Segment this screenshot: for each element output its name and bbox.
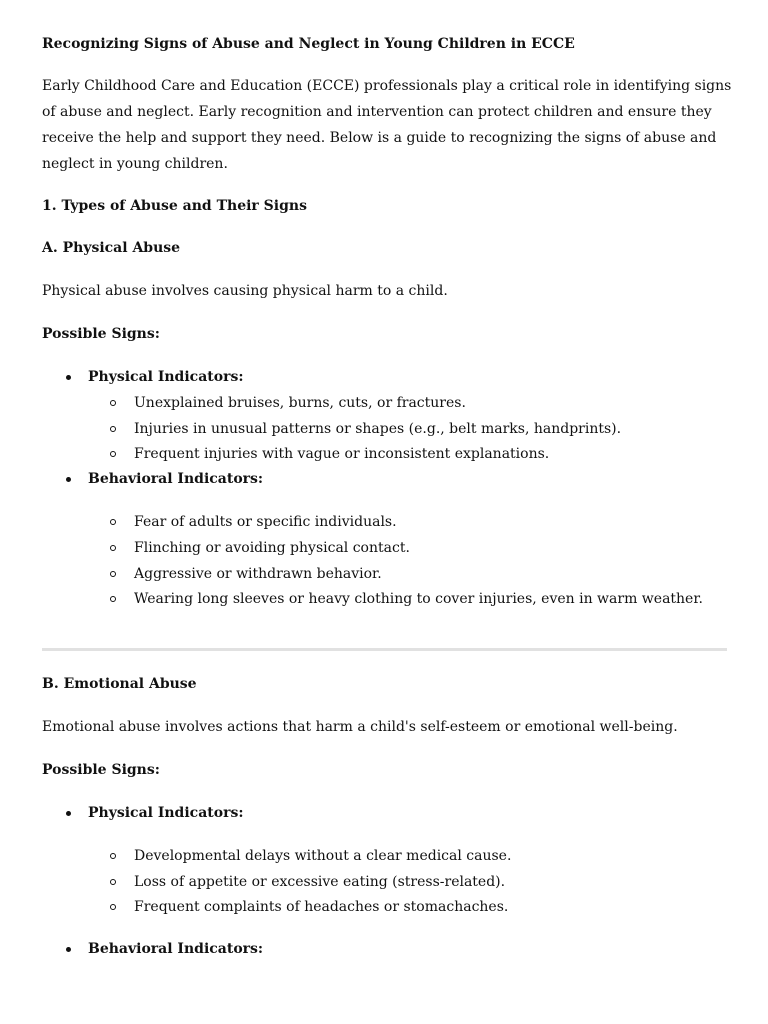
document-title: Recognizing Signs of Abuse and Neglect in Young Children in ECCE <box>42 36 575 52</box>
physical-abuse-description: Physical abuse involves causing physical harm to a child. <box>42 283 448 299</box>
physical-indicators-label: Physical Indicators: <box>88 369 244 385</box>
circle-bullet-icon <box>110 571 116 577</box>
section-divider <box>42 648 727 651</box>
list-item-text: Loss of appetite or excessive eating (stress-related). <box>134 874 506 890</box>
circle-bullet-icon <box>110 853 116 859</box>
circle-bullet-icon <box>110 451 116 457</box>
circle-bullet-icon <box>110 426 116 432</box>
bullet-dot-icon <box>66 477 71 482</box>
emotional-possible-signs-label: Possible Signs: <box>42 762 160 778</box>
circle-bullet-icon <box>110 879 116 885</box>
emotional-abuse-description: Emotional abuse involves actions that harm a child's self-esteem or emotional well-being. <box>42 719 678 735</box>
list-item-text: Frequent complaints of headaches or stomachaches. <box>134 899 509 915</box>
list-item-text: Aggressive or withdrawn behavior. <box>134 566 382 582</box>
list-item-text: Developmental delays without a clear medical cause. <box>134 848 512 864</box>
circle-bullet-icon <box>110 400 116 406</box>
circle-bullet-icon <box>110 519 116 525</box>
bullet-dot-icon <box>66 811 71 816</box>
list-item-text: Unexplained bruises, burns, cuts, or fractures. <box>134 395 466 411</box>
section-heading-types-of-abuse: 1. Types of Abuse and Their Signs <box>42 198 307 214</box>
behavioral-indicators-label: Behavioral Indicators: <box>88 471 264 487</box>
bullet-dot-icon <box>66 375 71 380</box>
circle-bullet-icon <box>110 596 116 602</box>
list-item-text: Frequent injuries with vague or inconsistent explanations. <box>134 446 550 462</box>
intro-paragraph: Early Childhood Care and Education (ECCE) professionals play a critical role in identifying signs of abuse and neglect. Early recognition and intervention can protect children and ensure they receive the help and support they need. Below is a guide to recognizing the signs of abuse and neglect in young children. <box>42 78 732 172</box>
list-item-text: Fear of adults or specific individuals. <box>134 514 397 530</box>
physical-possible-signs-label: Possible Signs: <box>42 326 160 342</box>
behavioral-indicators-label: Behavioral Indicators: <box>88 941 264 957</box>
circle-bullet-icon <box>110 904 116 910</box>
physical-abuse-heading: A. Physical Abuse <box>42 240 181 256</box>
emotional-abuse-heading: B. Emotional Abuse <box>42 676 197 692</box>
circle-bullet-icon <box>110 545 116 551</box>
list-item-text: Flinching or avoiding physical contact. <box>134 540 410 556</box>
physical-indicators-label: Physical Indicators: <box>88 805 244 821</box>
list-item-text: Wearing long sleeves or heavy clothing to cover injuries, even in warm weather. <box>134 591 703 607</box>
bullet-dot-icon <box>66 947 71 952</box>
list-item-text: Injuries in unusual patterns or shapes (e.g., belt marks, handprints). <box>134 421 622 437</box>
